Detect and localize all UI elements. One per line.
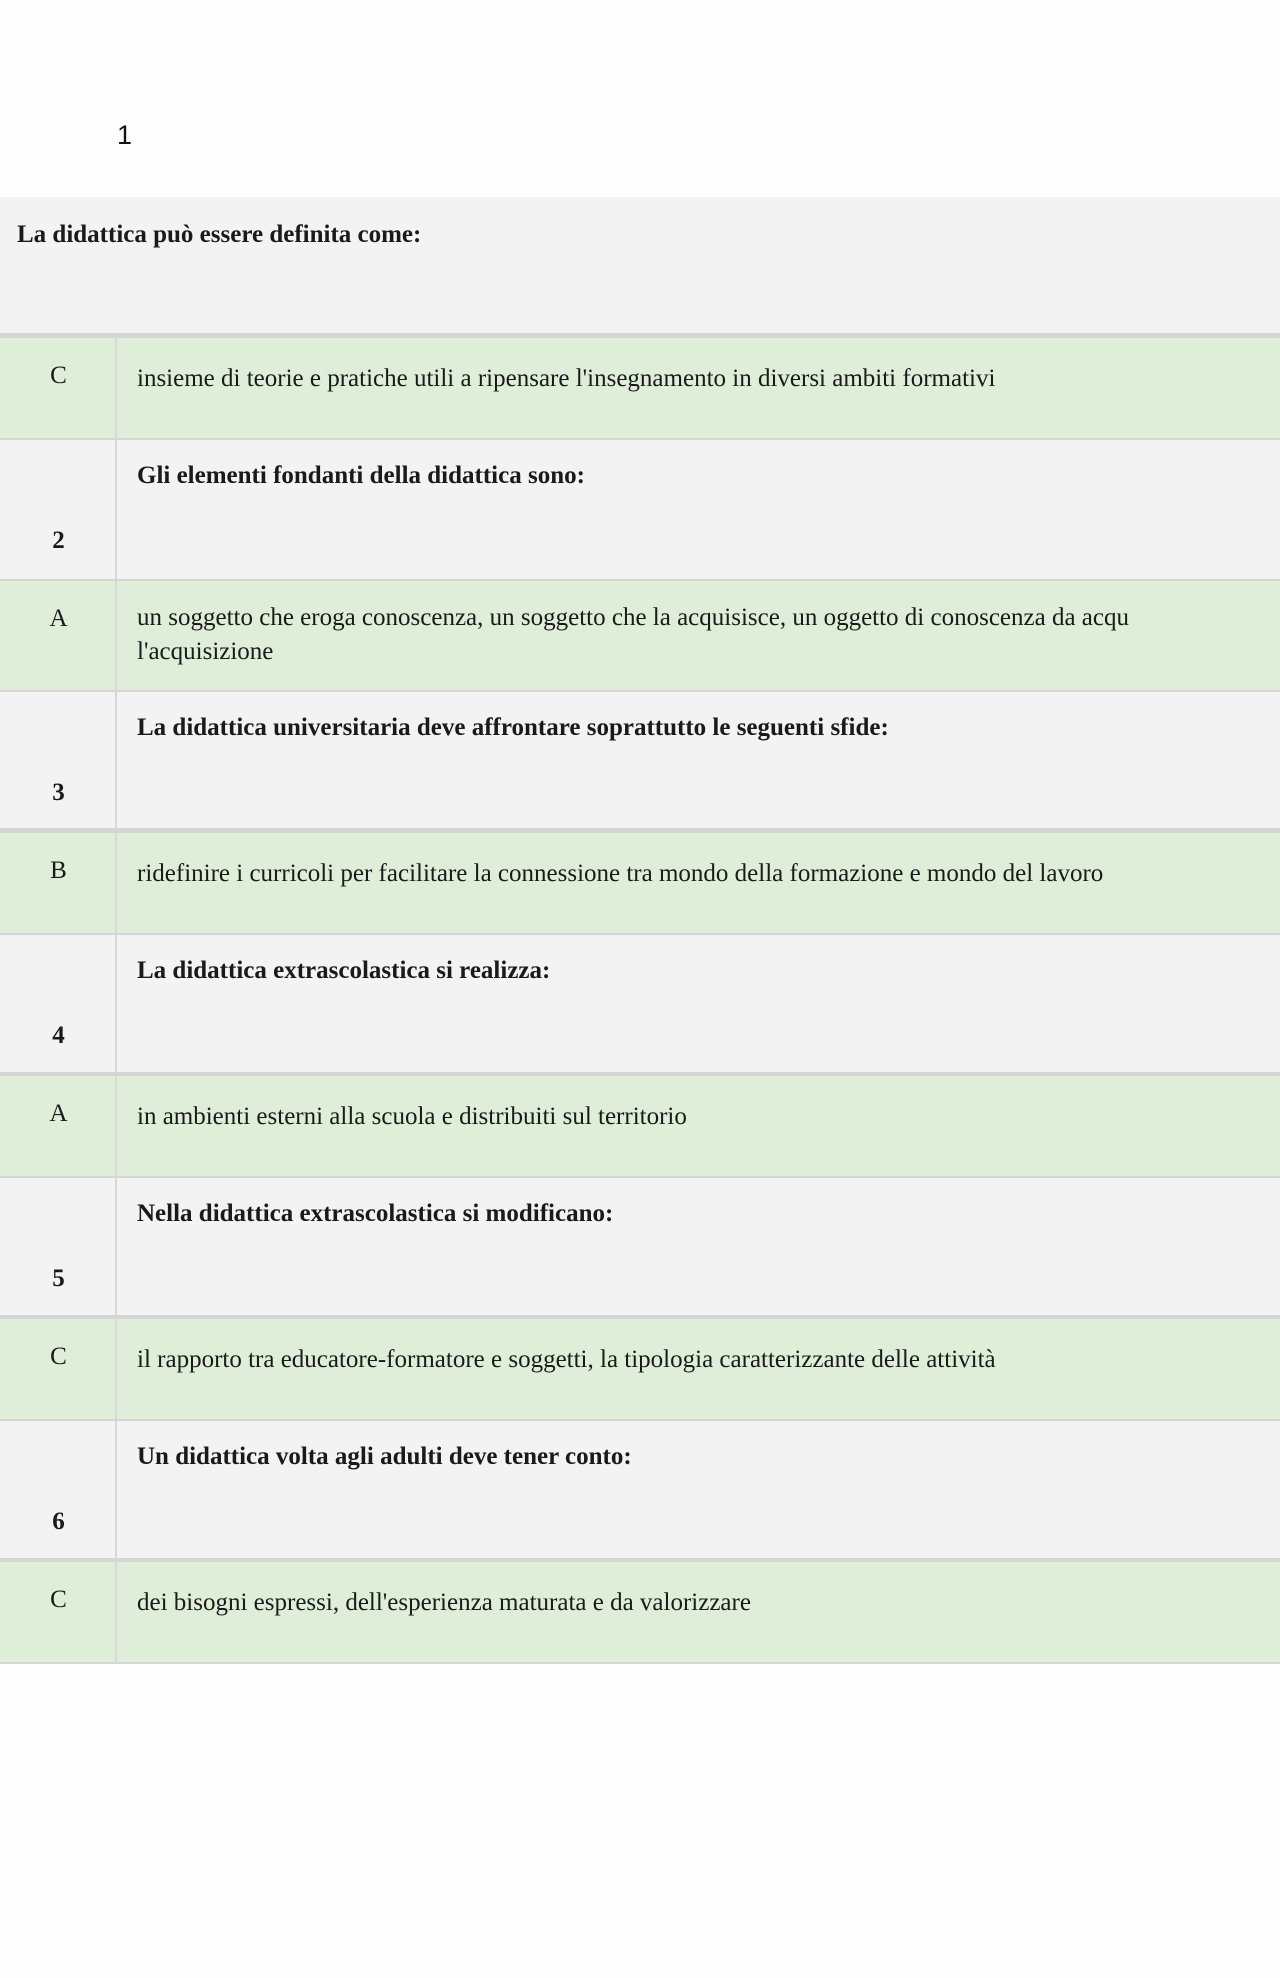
question-number: 3 xyxy=(52,779,65,806)
question-text: Nella didattica extrascolastica si modificano: xyxy=(137,1200,614,1227)
answer-line: dei bisogni espressi, dell'esperienza maturata e da valorizzare xyxy=(137,1589,751,1616)
answer-text xyxy=(137,601,1280,669)
answer-text-cell xyxy=(117,1319,1280,1419)
answer-line: insieme di teorie e pratiche utili a ripensare l'insegnamento in diversi ambiti formativi xyxy=(137,365,996,392)
answer-letter: B xyxy=(50,857,67,884)
question-number: 4 xyxy=(52,1022,65,1049)
question-number: 2 xyxy=(52,527,65,554)
question-row xyxy=(0,440,1280,581)
answer-row xyxy=(0,833,1280,935)
question-number-cell xyxy=(0,1421,117,1558)
answer-row xyxy=(0,1319,1280,1421)
question-text: La didattica universitaria deve affrontare soprattutto le seguenti sfide: xyxy=(137,714,889,741)
question-cell xyxy=(117,440,1280,579)
answer-text xyxy=(137,857,1280,891)
answer-line: in ambienti esterni alla scuola e distribuiti sul territorio xyxy=(137,1103,687,1130)
answer-letter-cell xyxy=(0,833,117,933)
answer-text-cell xyxy=(117,833,1280,933)
answer-text xyxy=(137,1586,1280,1620)
answer-line: ridefinire i curricoli per facilitare la connessione tra mondo della formazione e mondo del lavoro xyxy=(137,860,1104,887)
answer-text xyxy=(137,362,1280,396)
question-cell xyxy=(117,1178,1280,1315)
answer-letter-cell xyxy=(0,338,117,438)
question-number-cell xyxy=(0,440,117,579)
question-text: Gli elementi fondanti della didattica sono: xyxy=(137,462,585,489)
answer-text-cell xyxy=(117,338,1280,438)
answer-text xyxy=(137,1100,1280,1134)
answer-text-cell xyxy=(117,1562,1280,1662)
answer-row xyxy=(0,1076,1280,1178)
answer-letter-cell xyxy=(0,1076,117,1176)
answer-text-cell xyxy=(117,581,1280,690)
page-number: 1 xyxy=(117,120,133,150)
question-row xyxy=(0,1178,1280,1319)
answer-letter: A xyxy=(49,1100,68,1127)
answer-line: un soggetto che eroga conoscenza, un soggetto che la acquisisce, un oggetto di conoscenza da acqu xyxy=(137,604,1130,631)
answer-line: il rapporto tra educatore-formatore e soggetti, la tipologia caratterizzante delle attività xyxy=(137,1346,996,1373)
question-row xyxy=(0,1421,1280,1562)
answer-row xyxy=(0,581,1280,692)
question-number-cell xyxy=(0,935,117,1072)
question-text: Un didattica volta agli adulti deve tener conto: xyxy=(137,1443,632,1470)
question-number: 5 xyxy=(52,1265,65,1292)
question-row xyxy=(0,197,1280,338)
answer-line: l'acquisizione xyxy=(137,638,274,665)
question-number-cell xyxy=(0,1178,117,1315)
question-cell xyxy=(117,692,1280,828)
question-number-cell xyxy=(0,692,117,828)
quiz-table xyxy=(0,197,1280,1664)
question-row xyxy=(0,935,1280,1076)
answer-text xyxy=(137,1343,1280,1377)
answer-row xyxy=(0,338,1280,440)
answer-letter-cell xyxy=(0,1319,117,1419)
answer-text-cell xyxy=(117,1076,1280,1176)
answer-letter: C xyxy=(50,362,67,389)
answer-row xyxy=(0,1562,1280,1664)
question-cell xyxy=(0,197,1280,333)
answer-letter-cell xyxy=(0,1562,117,1662)
answer-letter-cell xyxy=(0,581,117,690)
question-text: La didattica può essere definita come: xyxy=(17,221,422,248)
answer-letter: A xyxy=(49,605,68,632)
question-number: 6 xyxy=(52,1508,65,1535)
question-cell xyxy=(117,1421,1280,1558)
question-text: La didattica extrascolastica si realizza: xyxy=(137,957,551,984)
question-cell xyxy=(117,935,1280,1072)
answer-letter: C xyxy=(50,1586,67,1613)
answer-letter: C xyxy=(50,1343,67,1370)
question-row xyxy=(0,692,1280,833)
